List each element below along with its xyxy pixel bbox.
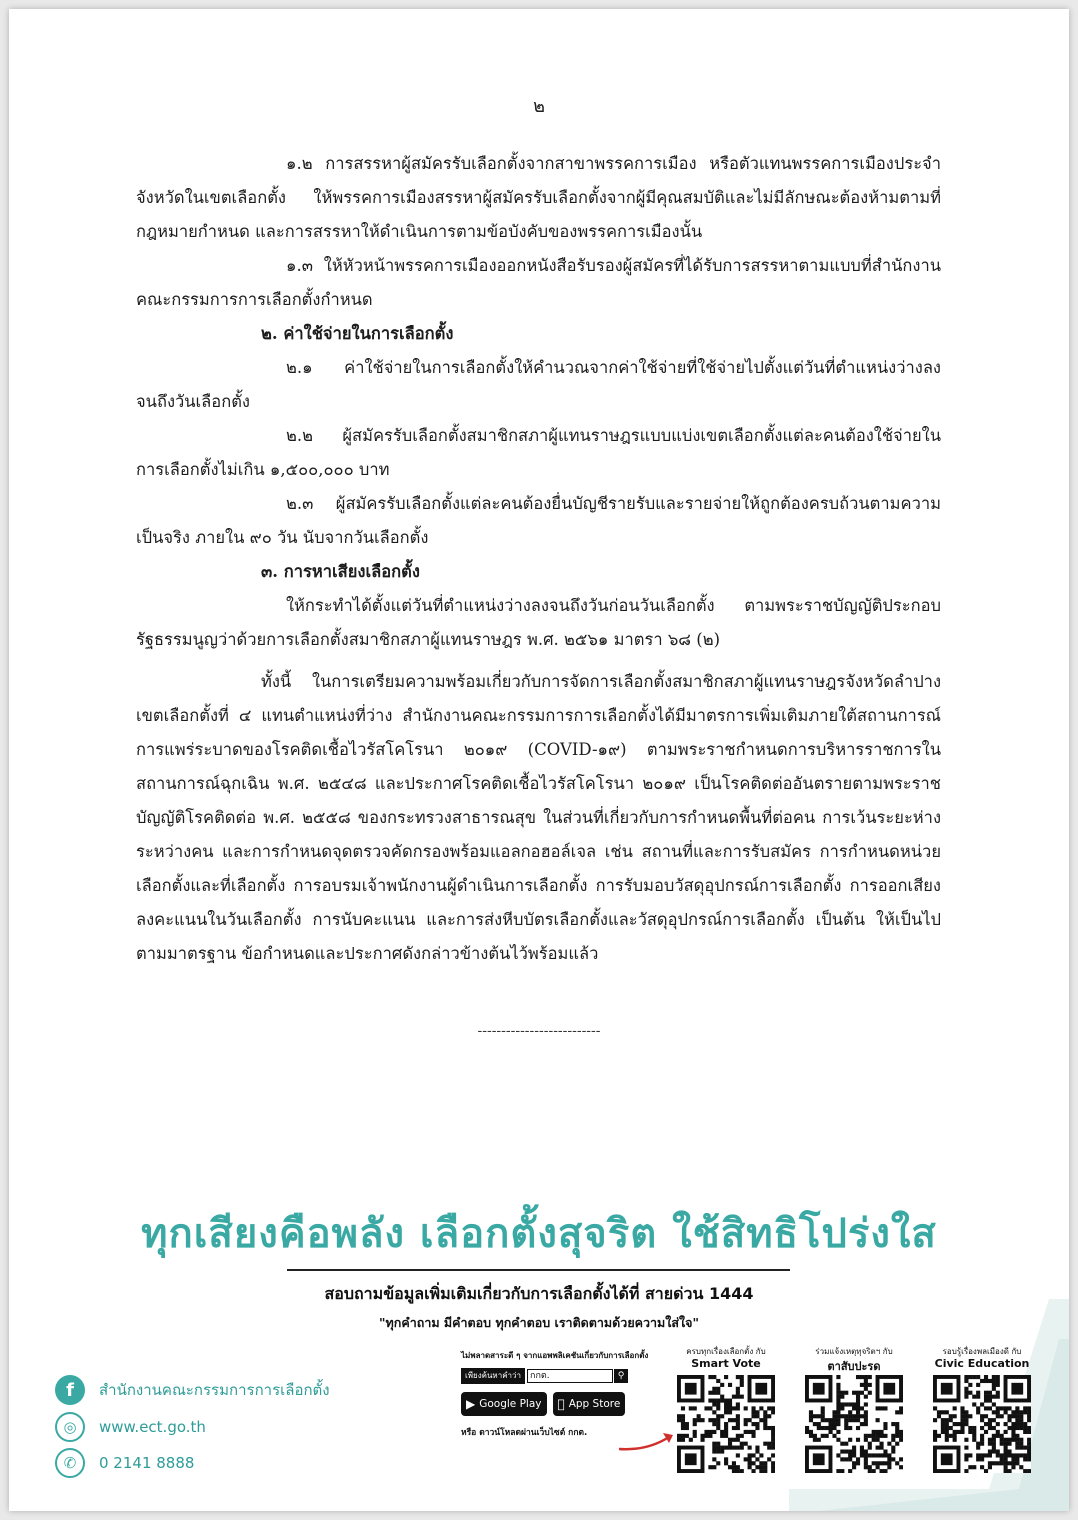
app-store-label: App Store	[561, 1398, 614, 1410]
document-body	[136, 147, 941, 971]
body-paragraph: ๒.๓ ผู้สมัครรับเลือกตั้งแต่ละคนต้องยื่นบัญชีรายรับและรายจ่ายให้ถูกต้องครบถ้วนตามความเป็นจริง ภายใน ๙๐ วัน นับจากวันเลือกตั้ง	[136, 494, 941, 547]
body-paragraph: ๑.๓ ให้หัวหน้าพรรคการเมืองออกหนังสือรับรองผู้สมัครที่ได้รับการสรรหาตามแบบที่สำนักงานคณะกรรมการการเลือกตั้งกำหนด	[136, 256, 941, 309]
qr-name: ตาสับปะรด	[827, 1360, 881, 1373]
body-paragraph: ให้กระทำได้ตั้งแต่วันที่ตำแหน่งว่างลงจนถึงวันก่อนวันเลือกตั้ง ตามพระราชบัญญัติประกอบรัฐธรรมนูญว่าด้วยการเลือกตั้งสมาชิกสภาผู้แทนราษฎร พ.ศ. ๒๕๖๑ มาตรา ๖๘ (๒)	[136, 596, 941, 649]
google-play-label: Google Play	[479, 1398, 542, 1410]
download-note: หรือ ดาวน์โหลดผ่านเว็บไซต์ กกต.	[461, 1428, 588, 1438]
body-paragraph: ๒.๒ ผู้สมัครรับเลือกตั้งสมาชิกสภาผู้แทนราษฎรแบบแบ่งเขตเลือกตั้งแต่ละคนต้องใช้จ่ายในการเลือกตั้งไม่เกิน ๑,๕๐๐,๐๐๐ บาท	[136, 426, 941, 479]
tagline-quote: "ทุกคำถาม มีคำตอบ ทุกคำตอบ เราติดตามด้วยความใส่ใจ"	[379, 1315, 699, 1330]
apple-icon	[558, 1397, 565, 1411]
body-paragraph: ๒.๑ ค่าใช้จ่ายในการเลือกตั้งให้คำนวณจากค่าใช้จ่ายที่ใช้จ่ายไปตั้งแต่วันที่ตำแหน่งว่างลงจนถึงวันเลือกตั้ง	[136, 358, 941, 411]
phone-label: 0 2141 8888	[99, 1454, 195, 1472]
qr-smart-vote[interactable]	[671, 1345, 781, 1473]
app-search-row	[461, 1368, 657, 1384]
globe-icon: ◎	[55, 1412, 85, 1442]
search-field: กกต.	[527, 1369, 613, 1383]
qr-code-image	[677, 1375, 775, 1473]
qr-name: Civic Education	[934, 1357, 1030, 1370]
search-label: เพียงค้นหาคำว่า	[461, 1368, 525, 1384]
qr-caption: ร่วมแจ้งเหตุทุจริตฯ กับ	[815, 1347, 893, 1356]
app-store-badge[interactable]	[553, 1392, 626, 1416]
section-divider: --------------------------	[477, 1023, 601, 1039]
qr-code-image	[933, 1375, 1031, 1473]
page-number: ๒	[533, 96, 545, 117]
section-heading: ๓. การหาเสียงเลือกตั้ง	[261, 562, 420, 581]
phone-contact[interactable]	[55, 1448, 194, 1478]
qr-code-image	[805, 1375, 903, 1473]
website-contact[interactable]	[55, 1412, 206, 1442]
facebook-label: สำนักงานคณะกรรมการการเลือกตั้ง	[99, 1381, 330, 1399]
app-tagline: ไม่พลาดสาระดี ๆ จากแอพพลิเคชันเกี่ยวกับการเลือกตั้ง	[461, 1351, 649, 1360]
section-heading: ๒. ค่าใช้จ่ายในการเลือกตั้ง	[261, 324, 454, 343]
arrow-icon	[617, 1429, 677, 1453]
campaign-slogan: ทุกเสียงคือพลัง เลือกตั้งสุจริต ใช้สิทธิโปร่งใส	[141, 1211, 937, 1257]
play-icon: ▶	[466, 1397, 476, 1411]
qr-caption: รอบรู้เรื่องพลเมืองดี กับ	[942, 1347, 1022, 1356]
slogan-underline	[287, 1269, 790, 1271]
body-paragraph: ทั้งนี้ ในการเตรียมความพร้อมเกี่ยวกับการจัดการเลือกตั้งสมาชิกสภาผู้แทนราษฎรจังหวัดลำปาง เขตเลือกตั้งที่ ๔ แทนตำแหน่งที่ว่าง สำนักงานคณะกรรมการการเลือกตั้งได้มีมาตรการเพิ่มเติมภายใต้สถานการณ์การแพร่ระบาดของโรคติดเชื้อไวรัสโคโรนา ๒๐๑๙ (COVID-๑๙) ตามพระราชกำหนดการบริหารราชการในสถานการณ์ฉุกเฉิน พ.ศ. ๒๕๔๘ และประกาศโรคติดเชื้อไวรัสโคโรนา ๒๐๑๙ เป็นโรคติดต่ออันตรายตามพระราชบัญญัติโรคติดต่อ พ.ศ. ๒๕๕๘ ของกระทรวงสาธารณสุข ในส่วนที่เกี่ยวกับการกำหนดพื้นที่ต่อคน การเว้นระยะห่างระหว่างคน และการกำหนดจุดตรวจคัดกรองพร้อมแอลกอฮอล์เจล เช่น สถานที่และการรับสมัคร การกำหนดหน่วยเลือกตั้งและที่เลือกตั้ง การอบรมเจ้าพนักงานผู้ดำเนินการเลือกตั้ง การรับมอบวัสดุอุปกรณ์การเลือกตั้ง การออกเสียงลงคะแนนในวันเลือกตั้ง การนับคะแนน และการส่งหีบบัตรเลือกตั้งและวัสดุอุปกรณ์การเลือกตั้ง เป็นต้น ให้เป็นไปตามมาตรฐาน ข้อกำหนดและประกาศดังกล่าวข้างต้นไว้พร้อมแล้ว	[136, 672, 941, 963]
website-label: www.ect.go.th	[99, 1418, 206, 1436]
google-play-badge[interactable]	[461, 1392, 547, 1416]
qr-ta-sapparot[interactable]	[799, 1345, 909, 1473]
qr-caption: ครบทุกเรื่องเลือกตั้ง กับ	[686, 1347, 766, 1356]
search-icon: ⚲	[614, 1369, 628, 1383]
hotline-text: สอบถามข้อมูลเพิ่มเติมเกี่ยวกับการเลือกตั้งได้ที่ สายด่วน 1444	[324, 1284, 754, 1303]
body-paragraph: ๑.๒ การสรรหาผู้สมัครรับเลือกตั้งจากสาขาพรรคการเมือง หรือตัวแทนพรรคการเมืองประจำจังหวัดในเขตเลือกตั้ง ให้พรรคการเมืองสรรหาผู้สมัครรับเลือกตั้งจากผู้มีคุณสมบัติและไม่มีลักษณะต้องห้ามตามที่กฎหมายกำหนด และการสรรหาให้ดำเนินการตามข้อบังคับของพรรคการเมืองนั้น	[136, 154, 941, 241]
app-store-block	[461, 1349, 657, 1439]
facebook-contact[interactable]	[55, 1375, 330, 1405]
qr-name: Smart Vote	[691, 1357, 761, 1370]
document-page	[9, 9, 1069, 1511]
phone-icon: ✆	[55, 1448, 85, 1478]
facebook-icon: f	[55, 1375, 85, 1405]
qr-civic-education[interactable]	[927, 1345, 1037, 1473]
